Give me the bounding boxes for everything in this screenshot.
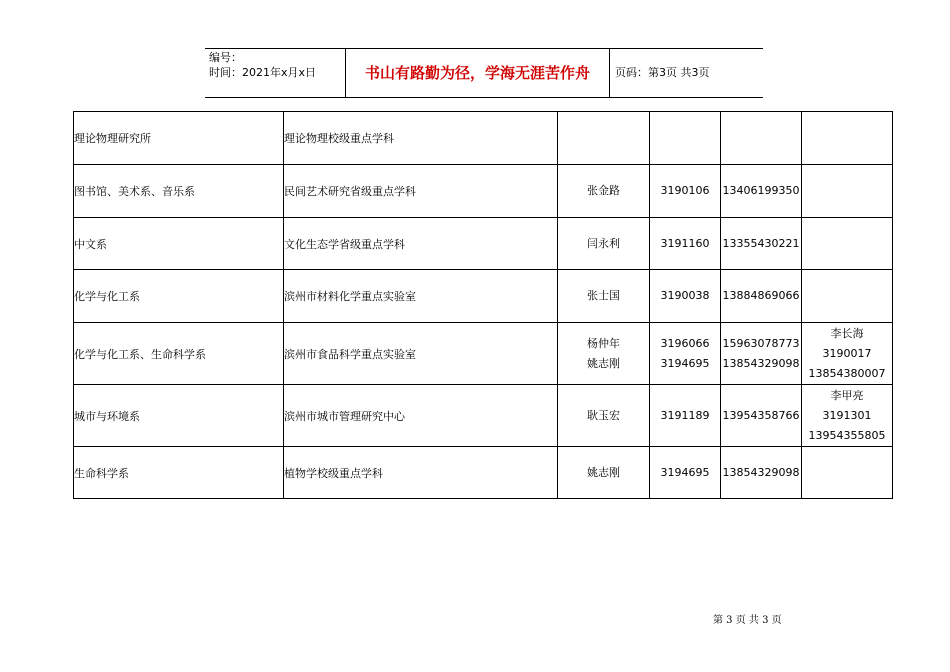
phone-cell: 3191160 — [650, 218, 721, 270]
header-divider — [609, 49, 610, 97]
person-cell: 张金路 — [558, 165, 650, 218]
mobile-cell: 13355430221 — [721, 218, 802, 270]
discipline-cell: 植物学校级重点学科 — [284, 447, 558, 499]
person-cell: 姚志刚 — [558, 447, 650, 499]
discipline-table — [73, 111, 893, 499]
person-cell: 张士国 — [558, 270, 650, 323]
contact-cell — [802, 218, 893, 270]
mobile-cell: 15963078773 13854329098 — [721, 323, 802, 385]
contact-cell: 李甲亮 3191301 13954355805 — [802, 385, 893, 447]
number-label: 编号： — [209, 51, 242, 64]
header-page-label: 页码：第3页 共3页 — [615, 66, 710, 79]
person-cell — [558, 112, 650, 165]
table-row — [74, 323, 893, 385]
discipline-cell: 民间艺术研究省级重点学科 — [284, 165, 558, 218]
header-meta — [209, 50, 316, 80]
page-header — [205, 48, 763, 98]
contact-cell — [802, 112, 893, 165]
table-row — [74, 218, 893, 270]
header-motto: 书山有路勤为径，学海无涯苦作舟 — [364, 64, 590, 82]
phone-cell: 3190106 — [650, 165, 721, 218]
table-row — [74, 112, 893, 165]
person-cell: 杨仲年 姚志刚 — [558, 323, 650, 385]
discipline-cell: 滨州市食品科学重点实验室 — [284, 323, 558, 385]
mobile-cell: 13406199350 — [721, 165, 802, 218]
dept-cell: 中文系 — [74, 218, 284, 270]
table-row — [74, 165, 893, 218]
phone-cell: 3191189 — [650, 385, 721, 447]
discipline-cell: 滨州市城市管理研究中心 — [284, 385, 558, 447]
discipline-cell: 文化生态学省级重点学科 — [284, 218, 558, 270]
table-row — [74, 447, 893, 499]
contact-cell — [802, 447, 893, 499]
dept-cell: 生命科学系 — [74, 447, 284, 499]
table-row — [74, 270, 893, 323]
dept-cell: 城市与环境系 — [74, 385, 284, 447]
dept-cell: 图书馆、美术系、音乐系 — [74, 165, 284, 218]
phone-cell — [650, 112, 721, 165]
page-footer: 第 3 页 共 3 页 — [713, 615, 782, 626]
phone-cell: 3190038 — [650, 270, 721, 323]
phone-cell: 3196066 3194695 — [650, 323, 721, 385]
contact-cell — [802, 165, 893, 218]
dept-cell: 化学与化工系 — [74, 270, 284, 323]
contact-cell — [802, 270, 893, 323]
time-label: 时间：2021年x月x日 — [209, 66, 317, 79]
discipline-cell: 滨州市材料化学重点实验室 — [284, 270, 558, 323]
person-cell: 闫永利 — [558, 218, 650, 270]
person-cell: 耿玉宏 — [558, 385, 650, 447]
discipline-cell: 理论物理校级重点学科 — [284, 112, 558, 165]
mobile-cell: 13854329098 — [721, 447, 802, 499]
contact-cell: 李长海 3190017 13854380007 — [802, 323, 893, 385]
mobile-cell: 13884869066 — [721, 270, 802, 323]
mobile-cell — [721, 112, 802, 165]
phone-cell: 3194695 — [650, 447, 721, 499]
dept-cell: 化学与化工系、生命科学系 — [74, 323, 284, 385]
table-body — [74, 112, 893, 499]
table-row — [74, 385, 893, 447]
mobile-cell: 13954358766 — [721, 385, 802, 447]
dept-cell: 理论物理研究所 — [74, 112, 284, 165]
